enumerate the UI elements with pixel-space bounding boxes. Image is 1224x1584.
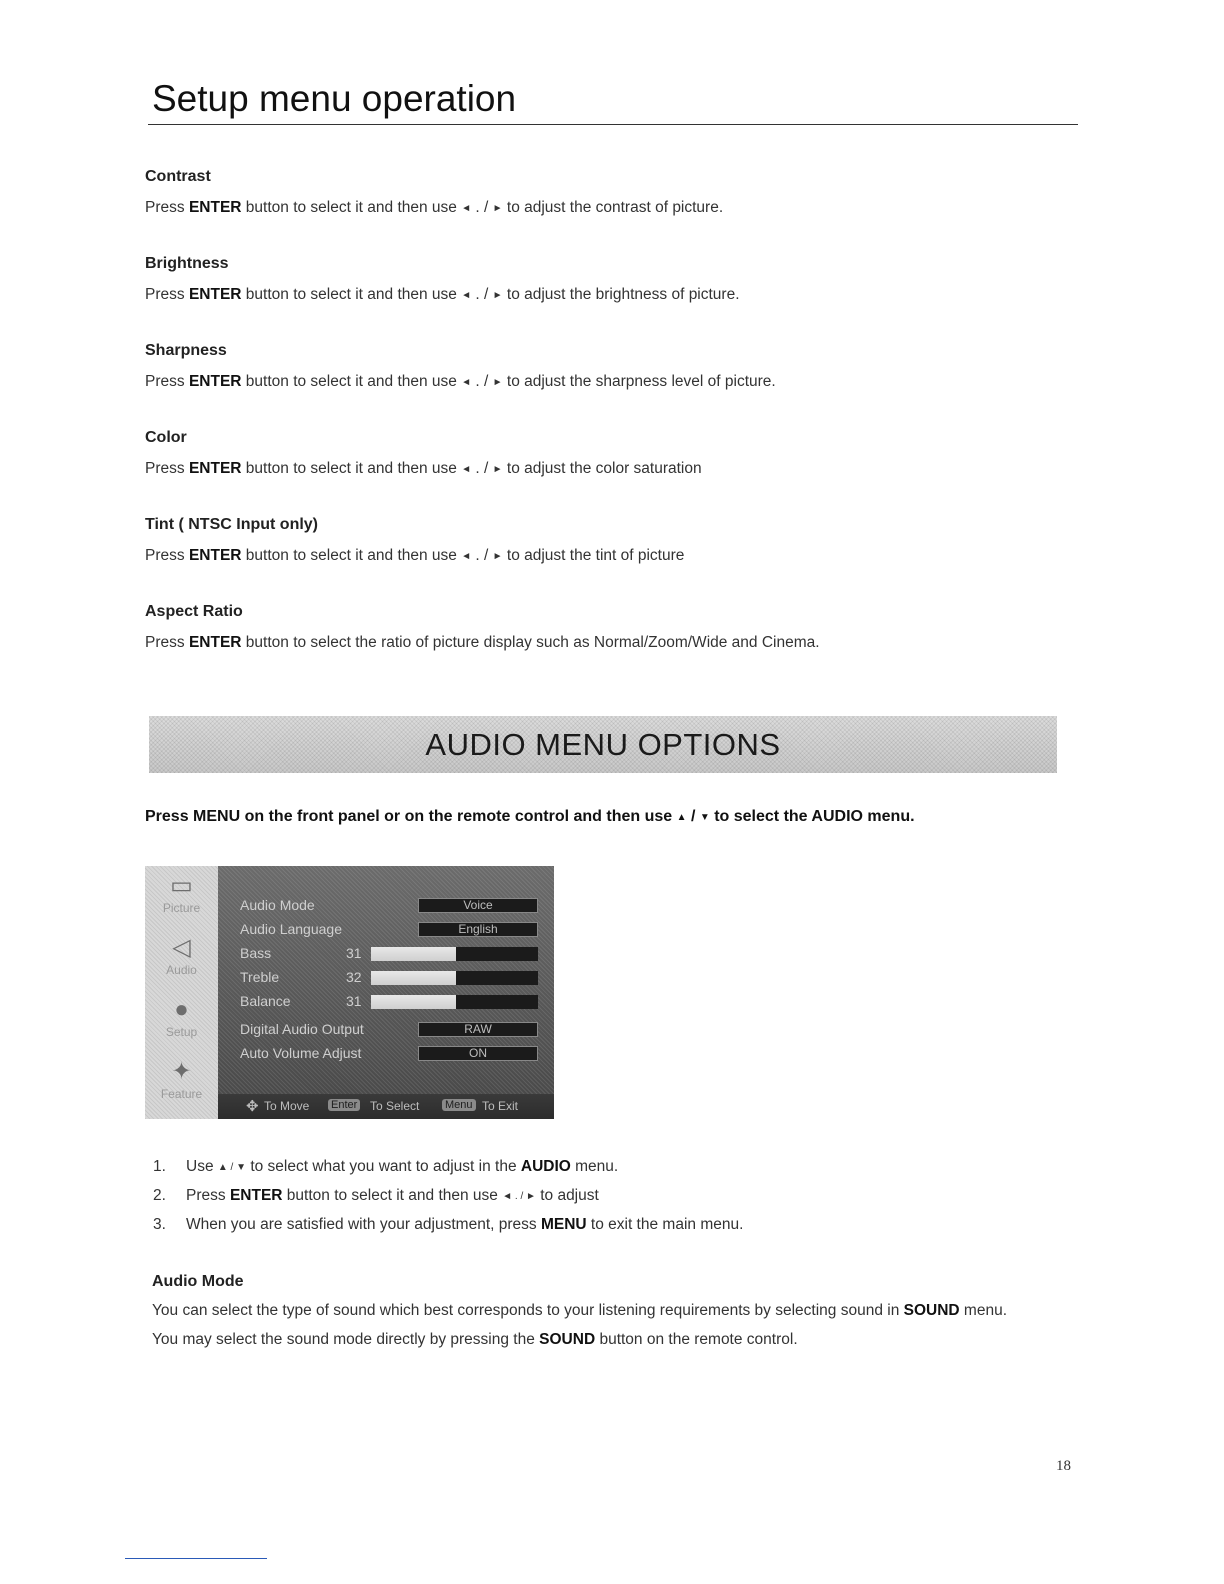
- osd-row-number: 31: [346, 993, 362, 1009]
- step-number: 2.: [153, 1187, 166, 1204]
- right-arrow-icon: ►: [492, 203, 503, 214]
- step-number: 3.: [153, 1216, 166, 1233]
- color-section: [145, 429, 702, 478]
- sharpness-section: [145, 342, 776, 391]
- osd-level-fill: [456, 995, 538, 1009]
- osd-row-label: Audio Language: [240, 921, 342, 937]
- section-heading: Sharpness: [145, 342, 227, 359]
- osd-level-fill: [456, 971, 538, 985]
- osd-footer-select: To Select: [370, 1099, 420, 1113]
- osd-tab-label: Setup: [165, 1025, 198, 1039]
- osd-row-value: RAW: [418, 1022, 538, 1037]
- osd-row-value: Voice: [418, 898, 538, 913]
- left-arrow-icon: ◄: [461, 377, 472, 388]
- osd-tab-audio: [145, 930, 218, 990]
- osd-tab-label: Audio: [166, 963, 197, 977]
- osd-tab-label: Picture: [162, 901, 201, 915]
- section-text: Press ENTER button to select it and then use ◄ . / ► to adjust the color saturation: [145, 460, 702, 477]
- page-title: Setup menu operation: [152, 78, 517, 119]
- contrast-section: [145, 168, 723, 217]
- menu-key-icon: Menu: [442, 1099, 476, 1111]
- brightness-section: [145, 255, 740, 304]
- osd-level-track: [371, 947, 538, 961]
- osd-level-track: [371, 971, 538, 985]
- osd-row-auto-volume-adjust: [218, 1042, 554, 1066]
- osd-row-label: Audio Mode: [240, 897, 315, 913]
- banner-title: AUDIO MENU OPTIONS: [425, 726, 781, 762]
- osd-level-track: [371, 995, 538, 1009]
- speaker-icon: ◁: [172, 934, 191, 961]
- osd-row-number: 31: [346, 945, 362, 961]
- left-arrow-icon: ◄: [461, 551, 472, 562]
- page-number: 18: [1056, 1458, 1071, 1474]
- step-text: Press ENTER button to select it and then use ◄ . / ► to adjust: [186, 1187, 599, 1204]
- section-heading: Brightness: [145, 255, 229, 272]
- osd-tab-label: Feature: [160, 1087, 203, 1101]
- tint-section: [145, 516, 684, 565]
- osd-tab-picture: [145, 868, 218, 928]
- osd-row-label: Digital Audio Output: [240, 1021, 364, 1037]
- section-heading: Aspect Ratio: [145, 603, 243, 620]
- osd-footer-exit: To Exit: [482, 1099, 519, 1113]
- osd-row-value: ON: [418, 1046, 538, 1061]
- section-heading: Tint ( NTSC Input only): [145, 516, 319, 533]
- osd-row-digital-audio-output: [218, 1018, 554, 1042]
- osd-footer: [218, 1094, 554, 1119]
- left-arrow-icon: ◄: [461, 290, 472, 301]
- tv-icon: ▭: [170, 872, 193, 899]
- section-text: Press ENTER button to select it and then use ◄ . / ► to adjust the sharpness level of picture.: [145, 373, 776, 390]
- right-arrow-icon: ►: [492, 551, 503, 562]
- section-text: Press ENTER button to select it and then use ◄ . / ► to adjust the brightness of picture.: [145, 286, 740, 303]
- osd-row-bass: [218, 942, 554, 966]
- osd-row-label: Treble: [240, 969, 280, 985]
- osd-row-label: Bass: [240, 945, 272, 961]
- section-heading: Audio Mode: [152, 1273, 244, 1290]
- section-text: Press ENTER button to select it and then use ◄ . / ► to adjust the tint of picture: [145, 547, 685, 564]
- footer-rule: [125, 1558, 267, 1559]
- aspect-ratio-section: [145, 603, 820, 652]
- osd-row-treble: [218, 966, 554, 990]
- osd-level-fill: [456, 947, 538, 961]
- osd-row-number: 32: [346, 969, 362, 985]
- osd-row-label: Auto Volume Adjust: [240, 1045, 362, 1061]
- osd-footer-move: To Move: [264, 1099, 310, 1113]
- osd-row-balance: [218, 990, 554, 1014]
- enter-key-icon: Enter: [328, 1099, 360, 1111]
- left-arrow-icon: ◄: [461, 203, 472, 214]
- right-arrow-icon: ►: [492, 290, 503, 301]
- osd-row-value: English: [418, 922, 538, 937]
- audio-mode-section: [152, 1273, 1007, 1349]
- section-text: Press ENTER button to select the ratio of picture display such as Normal/Zoom/Wide and Cinema.: [145, 634, 820, 651]
- osd-sidebar: [145, 866, 218, 1119]
- section-text: Press ENTER button to select it and then use ◄ . / ► to adjust the contrast of picture.: [145, 199, 724, 216]
- title-divider: [148, 124, 1078, 125]
- osd-row-label: Balance: [240, 993, 291, 1009]
- audio-menu-banner: [149, 716, 1057, 773]
- osd-tab-feature: [145, 1054, 218, 1114]
- step-text: When you are satisfied with your adjustment, press MENU to exit the main menu.: [186, 1216, 744, 1233]
- osd-main-panel: [218, 866, 554, 1094]
- section-heading: Contrast: [145, 168, 211, 185]
- step-number: 1.: [153, 1158, 166, 1175]
- down-arrow-icon: ▼: [699, 812, 710, 823]
- left-right-arrow-icon: ◄ . / ►: [502, 1191, 536, 1202]
- osd-tab-setup: [145, 992, 218, 1052]
- audio-mode-line-2: You may select the sound mode directly by pressing the SOUND button on the remote control.: [152, 1331, 798, 1348]
- right-arrow-icon: ►: [492, 377, 503, 388]
- feature-icon: ✦: [171, 1058, 192, 1085]
- up-down-arrow-icon: ▲ / ▼: [217, 1162, 247, 1173]
- right-arrow-icon: ►: [492, 464, 503, 475]
- audio-osd-screenshot: [145, 866, 554, 1119]
- osd-row-audio-language: [218, 918, 554, 942]
- osd-row-audio-mode: [218, 894, 554, 918]
- section-heading: Color: [145, 429, 187, 446]
- left-arrow-icon: ◄: [461, 464, 472, 475]
- step-text: Use ▲ / ▼ to select what you want to adjust in the AUDIO menu.: [186, 1158, 619, 1175]
- move-icon: ✥: [246, 1098, 259, 1115]
- audio-instruction: Press MENU on the front panel or on the remote control and then use ▲ / ▼ to select the AUDIO menu.: [145, 808, 915, 825]
- audio-mode-line-1: You can select the type of sound which best corresponds to your listening requirements by selecting sound in SOUND menu.: [152, 1302, 1007, 1319]
- up-arrow-icon: ▲: [676, 812, 687, 823]
- satellite-icon: ●: [174, 996, 189, 1023]
